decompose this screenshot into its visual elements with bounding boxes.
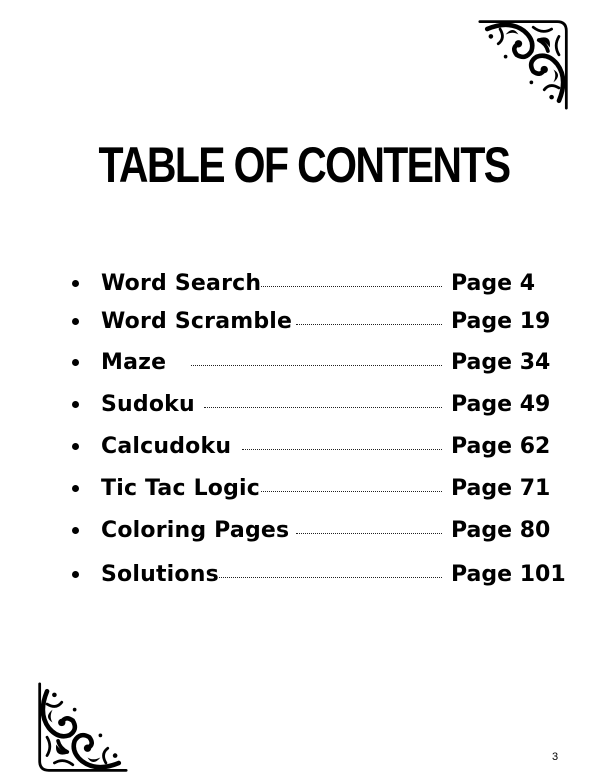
toc-entry-page: Page 34 <box>451 350 551 375</box>
bullet-icon <box>72 527 79 534</box>
toc-entry-sudoku <box>0 391 608 421</box>
toc-entry-page: Page 19 <box>451 309 551 334</box>
toc-entry-page: Page 49 <box>451 392 551 417</box>
toc-entry-page: Page 80 <box>451 518 551 543</box>
toc-entry-label: Tic Tac Logic <box>101 476 261 501</box>
toc-entry-label: Sudoku <box>101 392 195 417</box>
bullet-icon <box>72 401 79 408</box>
bullet-icon <box>72 280 79 287</box>
dot-leader <box>219 577 442 578</box>
toc-entry-page: Page 62 <box>451 434 551 459</box>
bullet-icon <box>72 443 79 450</box>
toc-entry-word-scramble <box>0 308 608 338</box>
toc-entry-calcudoku <box>0 433 608 463</box>
toc-entry-label: Calcudoku <box>101 434 232 459</box>
bullet-icon <box>72 571 79 578</box>
toc-entry-tic-tac-logic <box>0 475 608 505</box>
dot-leader <box>261 286 442 287</box>
toc-entry-page: Page 101 <box>451 562 566 587</box>
toc-entry-label: Maze <box>101 350 167 375</box>
toc-entry-maze <box>0 349 608 379</box>
dot-leader <box>204 407 442 408</box>
toc-entry-label: Coloring Pages <box>101 518 290 543</box>
page-number: 3 <box>552 751 559 763</box>
toc-entry-label: Word Scramble <box>101 309 293 334</box>
page-title: TABLE OF CONTENTS <box>98 137 510 193</box>
toc-entry-page: Page 4 <box>451 271 536 296</box>
toc-entry-page: Page 71 <box>451 476 551 501</box>
toc-entry-coloring-pages <box>0 517 608 547</box>
dot-leader <box>261 491 442 492</box>
bullet-icon <box>72 318 79 325</box>
dot-leader <box>242 449 442 450</box>
bullet-icon <box>72 359 79 366</box>
toc-entry-label: Solutions <box>101 562 219 587</box>
toc-entry-label: Word Search <box>101 271 262 296</box>
toc-entry-word-search <box>0 270 608 300</box>
dot-leader <box>296 533 442 534</box>
toc-entry-solutions <box>0 561 608 591</box>
dot-leader <box>191 365 442 366</box>
dot-leader <box>296 324 442 325</box>
bullet-icon <box>72 485 79 492</box>
